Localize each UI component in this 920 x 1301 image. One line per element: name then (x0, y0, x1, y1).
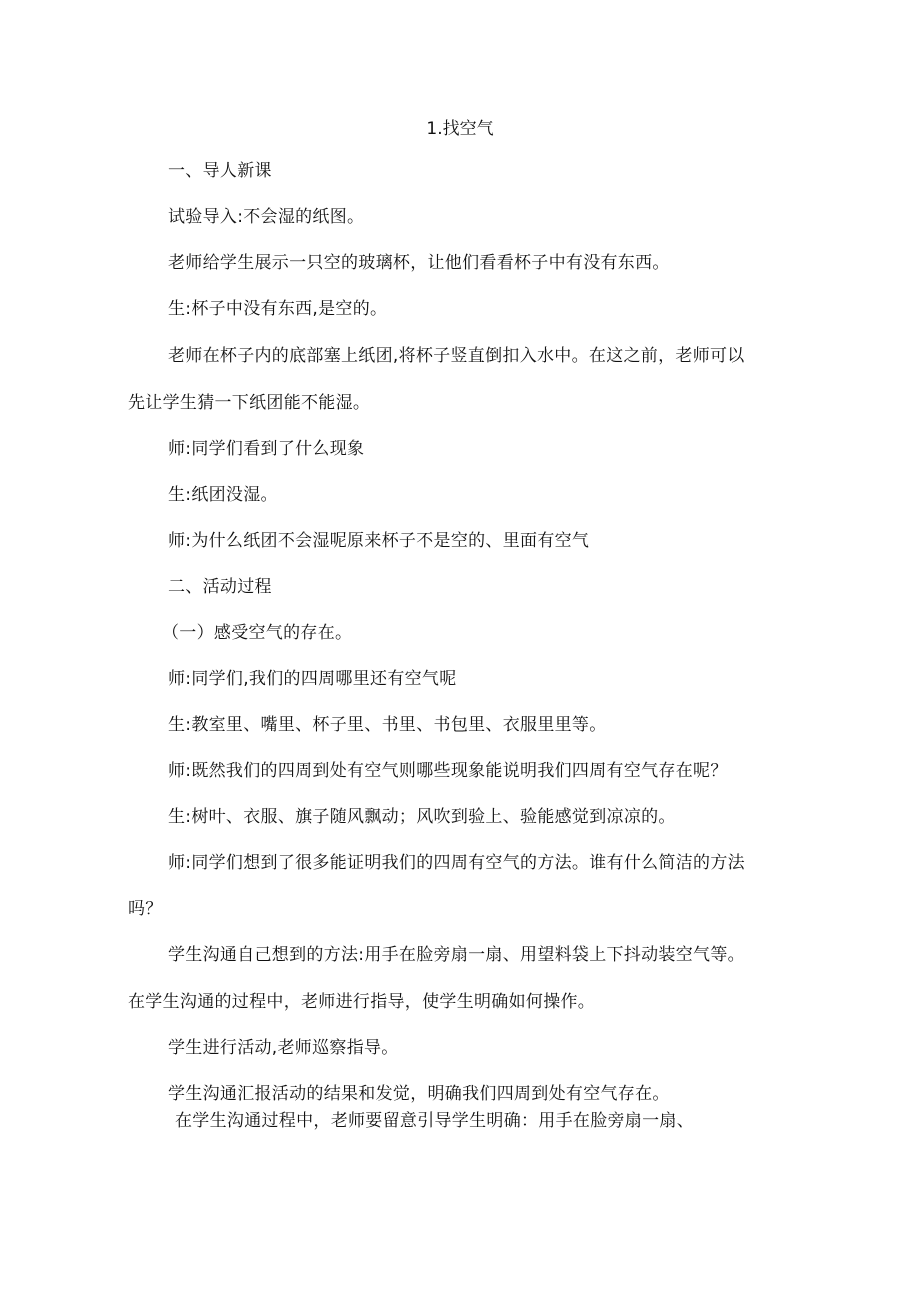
paragraph-12: 生:树叶、衣服、旗子随风飘动；风吹到验上、验能感觉到凉凉的。 (168, 807, 676, 827)
document-title: 1.找空气 (426, 119, 494, 139)
paragraph-3: 老师给学生展示一只空的玻璃杯，让他们看看杯子中有没有东西。 (168, 253, 670, 273)
paragraph-5-cont: 先让学生猜一下纸团能不能湿。 (128, 393, 371, 413)
paragraph-8: 师:为什么纸团不会湿呢原来杯子不是空的、里面有空气 (168, 531, 590, 551)
paragraph-7: 生:纸团没湿。 (168, 485, 278, 505)
paragraph-13: 师:同学们想到了很多能证明我们的四周有空气的方法。谁有什么简洁的方法 (168, 853, 745, 873)
paragraph-16: 学生沟通汇报活动的结果和发觉，明确我们四周到处有空气存在。 (168, 1084, 670, 1104)
paragraph-15: 学生进行活动,老师巡察指导。 (168, 1038, 399, 1058)
paragraph-14-cont: 在学生沟通的过程中，老师进行指导，使学生明确如何操作。 (128, 992, 596, 1012)
subsection-heading-1: （一）感受空气的存在。 (162, 623, 353, 643)
paragraph-13-cont: 吗？ (128, 899, 163, 919)
paragraph-9: 师:同学们,我们的四周哪里还有空气呢 (168, 669, 457, 689)
paragraph-10: 生:教室里、嘴里、杯子里、书里、书包里、衣服里里等。 (168, 715, 607, 735)
paragraph-14: 学生沟通自己想到的方法:用手在脸旁扇一扇、用望料袋上下抖动装空气等。 (168, 945, 745, 965)
paragraph-2: 试验导入:不会湿的纸图。 (168, 207, 365, 227)
section-heading-2: 二、活动过程 (168, 577, 272, 597)
paragraph-6: 师:同学们看到了什么现象 (168, 439, 365, 459)
paragraph-5: 老师在杯子内的底部塞上纸团,将杯子竖直倒扣入水中。在这之前，老师可以 (168, 346, 745, 366)
paragraph-4: 生:杯子中没有东西,是空的。 (168, 299, 388, 319)
paragraph-17: 在学生沟通过程中，老师要留意引导学生明确：用手在脸旁扇一扇、 (175, 1111, 694, 1131)
paragraph-1: 一、导人新课 (168, 161, 272, 181)
paragraph-11: 师:既然我们的四周到处有空气则哪些现象能说明我们四周有空气存在呢？ (168, 761, 728, 781)
